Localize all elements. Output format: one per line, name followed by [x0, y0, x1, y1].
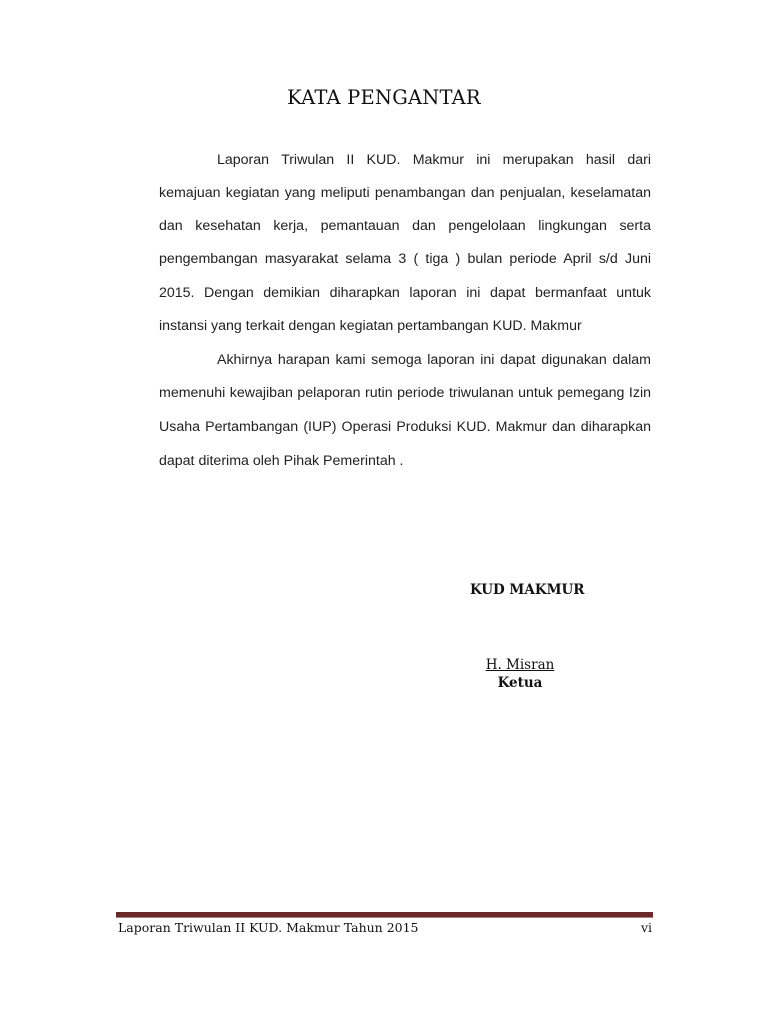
- signature-organization: KUD MAKMUR: [470, 582, 585, 598]
- signature-name: H. Misran: [485, 657, 555, 673]
- paragraph-line: memenuhi kewajiban pelaporan rutin periode triwulanan untuk pemegang Izin: [159, 385, 651, 401]
- paragraph-line: pengembangan masyarakat selama 3 ( tiga ) bulan periode April s/d Juni: [159, 251, 651, 267]
- paragraph-line: Laporan Triwulan II KUD. Makmur ini merupakan hasil dari: [217, 152, 651, 168]
- paragraph-line: 2015. Dengan demikian diharapkan laporan ini dapat bermanfaat untuk: [159, 285, 651, 301]
- paragraph-line: instansi yang terkait dengan kegiatan pertambangan KUD. Makmur: [159, 318, 582, 334]
- footer-divider: [116, 912, 653, 918]
- paragraph-line: dan kesehatan kerja, pemantauan dan pengelolaan lingkungan serta: [159, 218, 651, 234]
- paragraph-line: dapat diterima oleh Pihak Pemerintah .: [159, 453, 404, 469]
- paragraph-line: Akhirnya harapan kami semoga laporan ini dapat digunakan dalam: [217, 352, 651, 368]
- page-title: KATA PENGANTAR: [287, 86, 481, 109]
- footer-text: Laporan Triwulan II KUD. Makmur Tahun 2015: [118, 920, 419, 935]
- page-number: vi: [640, 920, 652, 935]
- paragraph-line: kemajuan kegiatan yang meliputi penambangan dan penjualan, keselamatan: [159, 185, 651, 201]
- signature-role: Ketua: [497, 675, 543, 691]
- paragraph-line: Usaha Pertambangan (IUP) Operasi Produksi KUD. Makmur dan diharapkan: [159, 419, 651, 435]
